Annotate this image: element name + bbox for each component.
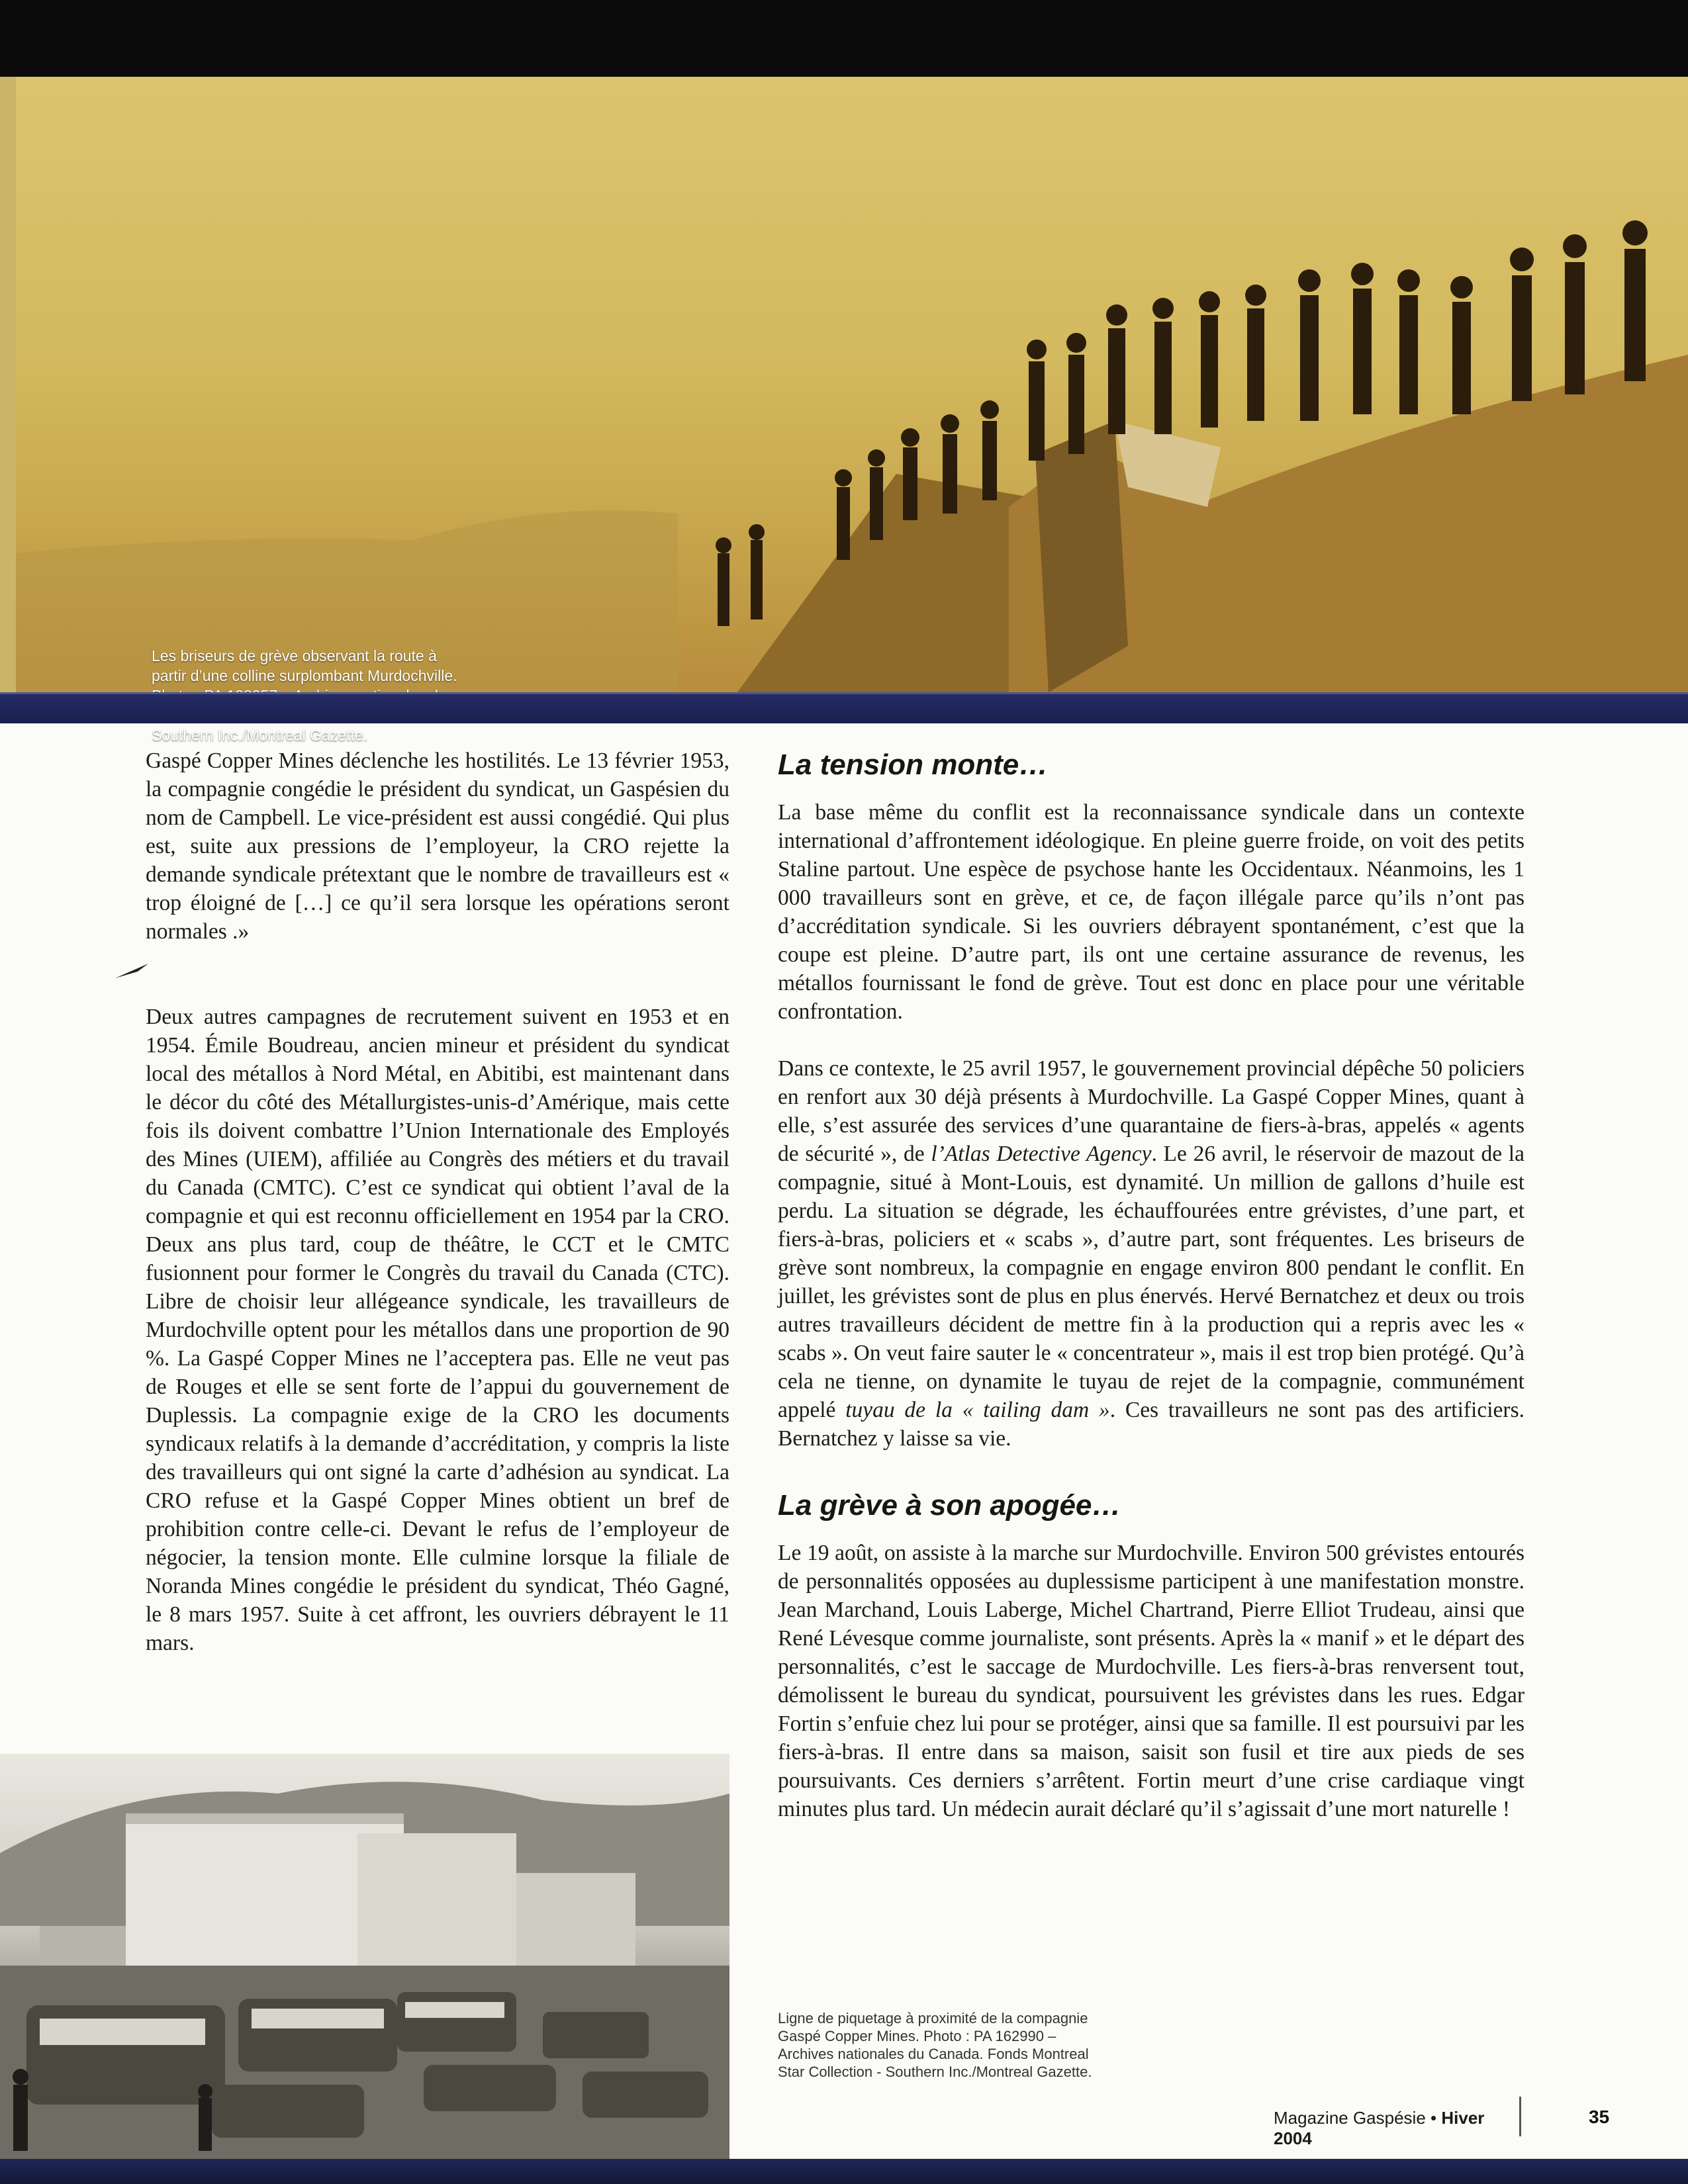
right-text-column: [778, 747, 1524, 1823]
pen-mark-icon: [114, 961, 154, 981]
tailing-dam-term: tuyau de la « tailing dam »: [845, 1398, 1110, 1422]
footer-rule: [1519, 2097, 1521, 2136]
footer-magazine: [1274, 2108, 1525, 2149]
magazine-name: Magazine Gaspésie: [1274, 2108, 1426, 2128]
photo-caption-top: Les briseurs de grève observant la route à partir d’une colline surplombant Murdochville. Southern Inc./Montreal Gazette.: [152, 647, 457, 744]
page-number: 35: [1589, 2107, 1610, 2127]
bottom-blue-band: [0, 2159, 1688, 2184]
paragraph-conflict-basis: La base même du conflit est la reconnaissance syndicale dans un contexte international d’affrontement idéologique. En pleine guerre froide, on voit des petits Staline partout. Une espèce de psychose hante les Occidentaux. Néanmoins, les 1 000 travailleurs sont en grève, et ce, de façon illégale parce qu’ils n’ont pas d’accréditation syndicale. Si les ouvriers débrayent spontanément, c’est que la coupe est pleine. D’autre part, ils ont une certaine assurance de revenus, les métallos fournissant le fond de grève. Tout est donc en place pour une véritable confrontation.: [778, 800, 1524, 1024]
footer-bullet: •: [1430, 2108, 1437, 2128]
strikebreakers-photo-illustration: [16, 77, 1688, 692]
photo-caption-bottom: Ligne de piquetage à proximité de la compagnie Gaspé Copper Mines. Photo : PA 162990 – Archives nationales du Canada. Fonds Montreal Star Collection - Southern Inc./Montreal Gazette.: [778, 2010, 1092, 2080]
escalation-text-1: Dans ce contexte, le 25 avril 1957, le gouvernement provincial dépêche 50 policiers en renfort aux 30 déjà présents à Murdochville. La Gaspé Copper Mines, quant à elle, s’est assurée des services d’une quarantaine de fiers-à-bras, appelés « agents de sécurité », de: [778, 1056, 1524, 1166]
strikebreakers-photo: [16, 77, 1688, 744]
paragraph-march: Le 19 août, on assiste à la marche sur Murdochville. Environ 500 grévistes entourés de personnalités opposées au duplessisme participent à une manifestation monstre. Jean Marchand, Louis Laberge, Michel Chartrand, Pierre Elliot Trudeau, ainsi que René Lévesque comme journaliste, sont présents. Après la « manif » et le départ des personnalités, c’est le saccage de Murdochville. Les fiers-à-bras renversent tout, démolissent le bureau du syndicat, poursuivent les grévistes dans les rues. Edgar Fortin s’enfuie chez lui pour se protéger, ainsi que sa famille. Il est poursuivi par les fiers-à-bras. Il entre dans sa maison, saisit son fusil et tire aux pieds de ses poursuivants. Ces derniers s’arrêtent. Fortin meurt d’une crise cardiaque vingt minutes plus tard. Un médecin aurait déclaré qu’il s’agissait d’une mort naturelle !: [778, 1541, 1524, 1821]
left-text-column: [146, 747, 729, 1657]
paragraph-hostilities: Gaspé Copper Mines déclenche les hostilités. Le 13 février 1953, la compagnie congédie le président du syndicat, un Gaspésien du nom de Campbell. Le vice-président est aussi congédié. Qui plus est, suite aux pressions de l’employeur, la CRO rejette la demande syndicale prétextant que le nombre de travailleurs est « trop éloigné de […] ce qu’il sera lorsque les opérations seront normales .»: [146, 749, 729, 944]
paragraph-recruitment: Deux autres campagnes de recrutement suivent en 1953 et en 1954. Émile Boudreau, ancien mineur et président du syndicat local des métallos à Nord Métal, en Abitibi, est maintenant dans le décor du côté des Métallurgistes-unis-d’Amérique, mais cette fois ils doivent combattre l’Union Internationale des Employés des Mines (UIEM), affiliée au Congrès des métiers et du travail du Canada (CMTC). C’est ce syndicat qui obtient l’aval de la compagnie et qui est reconnu officiellement en 1954 par la CRO. Deux ans plus tard, coup de théâtre, le CCT et le CMTC fusionnent pour former le Congrès du travail du Canada (CTC). Libre de choisir leur allégeance syndicale, les travailleurs de Murdochville optent pour les métallos dans une proportion de 90 %. La Gaspé Copper Mines ne l’acceptera pas. Elle ne veut pas de Rouges et elle se sent forte de l’appui du gouvernement de Duplessis. La compagnie exige de la CRO les documents syndicaux relatifs à la demande d’accréditation, y compris la liste des travailleurs qui ont signé la carte d’adhésion au syndicat. La CRO refuse et la Gaspé Copper Mines obtient un bref de prohibition contre celle-ci. Devant le refus de l’employeur de négocier, la tension monte. Elle culmine lorsque la filiale de Noranda Mines congédie le président du syndicat, Théo Gagné, le 8 mars 1957. Suite à cet affront, les ouvriers débrayent le 11 mars.: [146, 1005, 729, 1655]
top-black-bar: [0, 0, 1688, 77]
escalation-text-3: . Ces travailleurs ne sont pas des artificiers. Bernatchez y laisse sa vie.: [778, 1398, 1524, 1451]
issue-label: Hiver 2004: [1274, 2108, 1485, 2148]
page-gutter-edge: [0, 77, 16, 692]
escalation-text-2: . Le 26 avril, le réservoir de mazout de la compagnie, situé à Mont-Louis, est dynamité. Un million de gallons d’huile est perdu. La situation se dégrade, les échauffourées entre grévistes, d’une part, et fiers-à-bras, policiers et « scabs », d’autre part, sont fréquentes. Les briseurs de grève sont nombreux, la compagnie en engage environ 800 pendant le conflit. En juillet, les grévistes sont de plus en plus énervés. Hervé Bernatchez et deux ou trois autres travailleurs décident de mettre fin à la production qui a repris avec les « scabs ». On veut faire sauter le « concentrateur », mais il est trop bien protégé. Qu’à cela ne tienne, on dynamite le tuyau de rejet de la compagnie, communément appelé: [778, 1142, 1524, 1422]
blue-divider-band: [0, 692, 1688, 723]
agency-name: l’Atlas Detective Agency: [931, 1142, 1152, 1166]
section-title-apogee: La grève à son apogée…: [778, 1489, 1121, 1522]
picket-line-photo: [0, 1754, 729, 2159]
picket-line-photo-illustration: [0, 1754, 729, 2159]
paragraph-escalation: [778, 1054, 1524, 1453]
section-title-tension: La tension monte…: [778, 749, 1049, 781]
